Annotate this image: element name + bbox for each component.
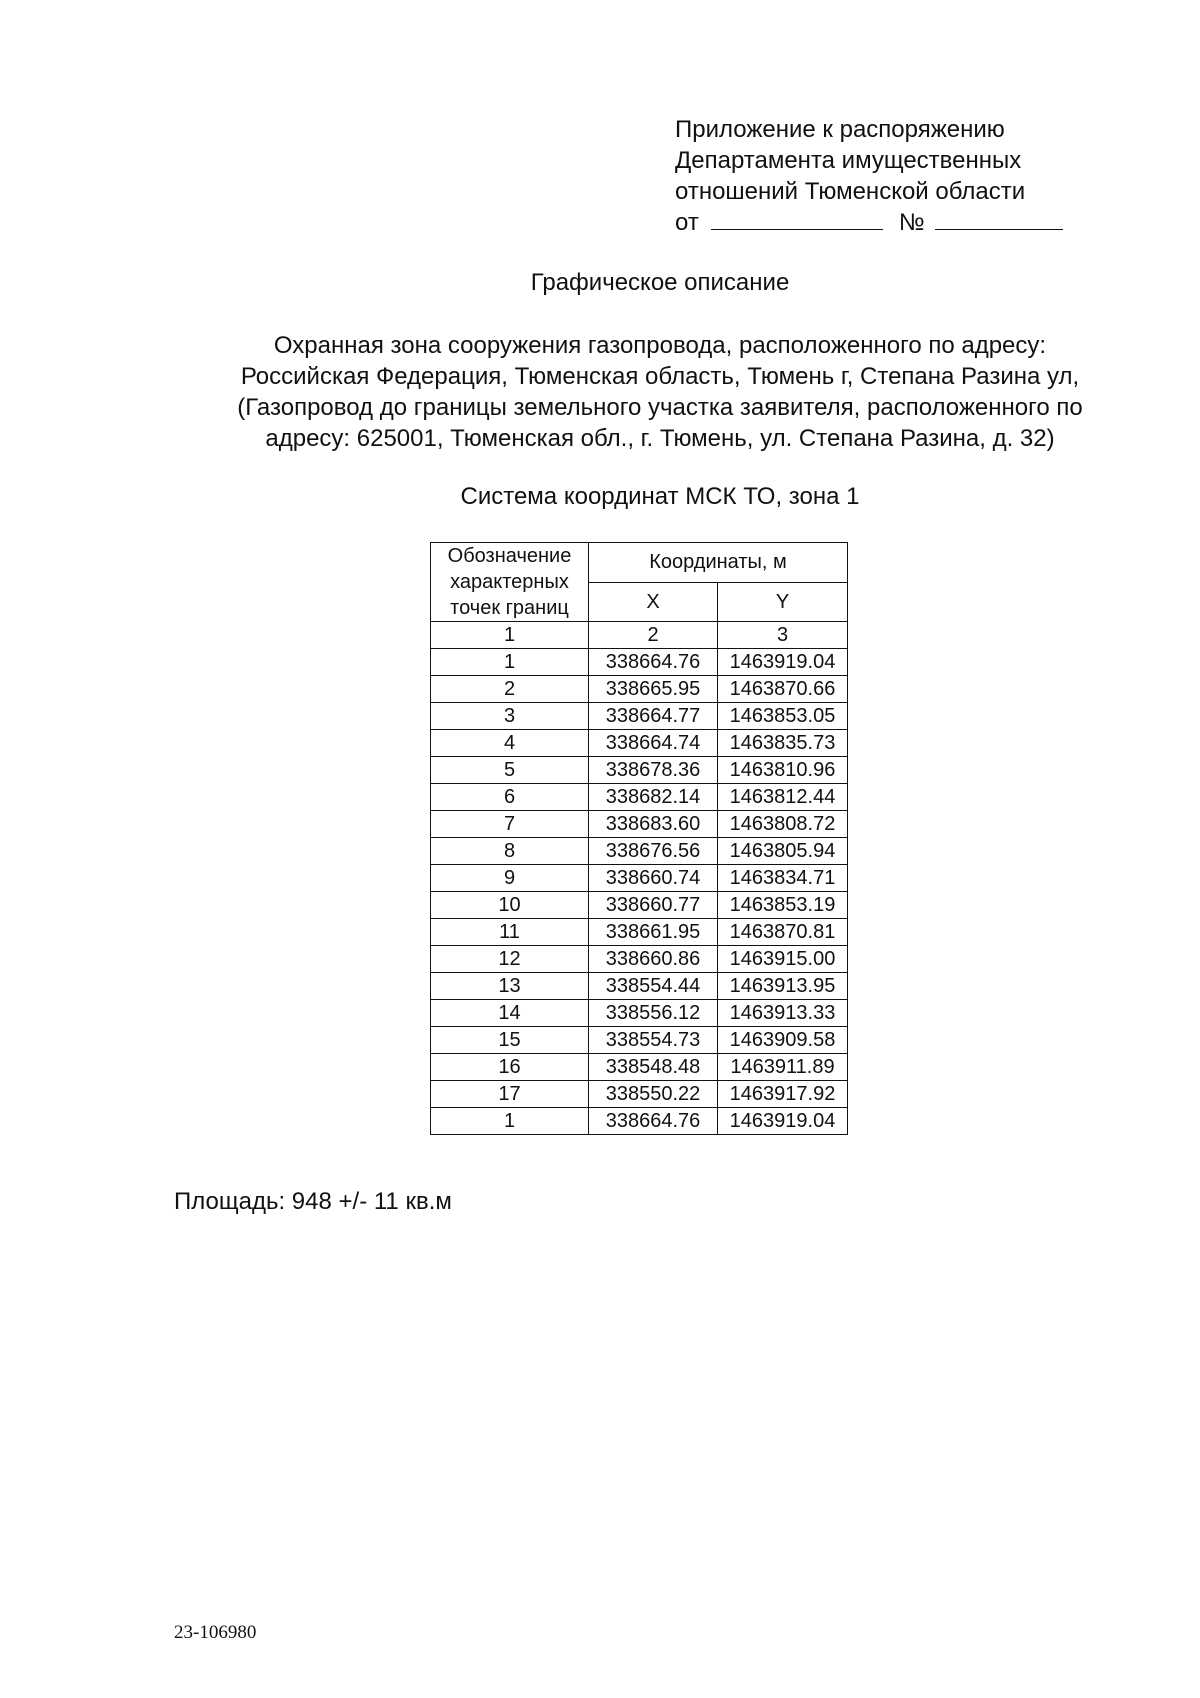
cell-x: 338664.76 — [589, 649, 718, 676]
cell-point: 16 — [431, 1054, 589, 1081]
cell-point: 15 — [431, 1027, 589, 1054]
cell-x: 338554.73 — [589, 1027, 718, 1054]
table-row — [431, 784, 848, 811]
table-body — [431, 649, 848, 1135]
header-y: Y — [718, 582, 848, 622]
cell-x: 338664.77 — [589, 703, 718, 730]
number-sign: № — [898, 209, 925, 236]
cell-x: 338665.95 — [589, 676, 718, 703]
cell-point: 6 — [431, 784, 589, 811]
cell-x: 338660.74 — [589, 865, 718, 892]
date-blank — [711, 209, 883, 230]
cell-y: 1463909.58 — [718, 1027, 848, 1054]
cell-y: 1463911.89 — [718, 1054, 848, 1081]
appendix-line-3: отношений Тюменской области — [675, 178, 1026, 205]
date-prefix: от — [675, 209, 699, 236]
column-number-1: 1 — [431, 622, 589, 649]
column-number-2: 2 — [589, 622, 718, 649]
cell-y: 1463834.71 — [718, 865, 848, 892]
table-row — [431, 919, 848, 946]
cell-x: 338664.74 — [589, 730, 718, 757]
cell-point: 13 — [431, 973, 589, 1000]
cell-y: 1463835.73 — [718, 730, 848, 757]
cell-y: 1463853.05 — [718, 703, 848, 730]
cell-point: 17 — [431, 1081, 589, 1108]
cell-x: 338556.12 — [589, 1000, 718, 1027]
cell-x: 338554.44 — [589, 973, 718, 1000]
table-row — [431, 1054, 848, 1081]
coordinate-system: Система координат МСК ТО, зона 1 — [460, 483, 860, 510]
object-description — [160, 330, 1160, 454]
appendix-block — [675, 114, 1095, 238]
cell-point: 3 — [431, 703, 589, 730]
cell-y: 1463805.94 — [718, 838, 848, 865]
cell-x: 338548.48 — [589, 1054, 718, 1081]
table-row — [431, 1000, 848, 1027]
table-row — [431, 973, 848, 1000]
object-line-1: Охранная зона сооружения газопровода, расположенного по адресу: — [273, 332, 1047, 359]
cell-point: 8 — [431, 838, 589, 865]
cell-point: 7 — [431, 811, 589, 838]
cell-x: 338683.60 — [589, 811, 718, 838]
object-line-3: (Газопровод до границы земельного участка заявителя, расположенного по — [237, 394, 1083, 421]
column-number-3: 3 — [718, 622, 848, 649]
cell-y: 1463853.19 — [718, 892, 848, 919]
object-line-4: адресу: 625001, Тюменская обл., г. Тюмень, ул. Степана Разина, д. 32) — [265, 425, 1055, 452]
table-row — [431, 649, 848, 676]
cell-y: 1463913.33 — [718, 1000, 848, 1027]
cell-x: 338676.56 — [589, 838, 718, 865]
cell-point: 1 — [431, 649, 589, 676]
table-row — [431, 1108, 848, 1135]
cell-x: 338661.95 — [589, 919, 718, 946]
header-coordinates: Координаты, м — [589, 543, 848, 583]
header-point-line-3: точек границ — [450, 597, 569, 619]
object-line-2: Российская Федерация, Тюменская область, Тюмень г, Степана Разина ул, — [240, 363, 1080, 390]
cell-y: 1463810.96 — [718, 757, 848, 784]
cell-y: 1463812.44 — [718, 784, 848, 811]
number-blank — [935, 209, 1063, 230]
area-text: Площадь: 948 +/- 11 кв.м — [174, 1188, 452, 1215]
document-title: Графическое описание — [530, 269, 790, 296]
appendix-date-line — [675, 207, 1095, 238]
cell-point: 10 — [431, 892, 589, 919]
header-point-designation — [431, 543, 589, 622]
table-row — [431, 811, 848, 838]
cell-x: 338664.76 — [589, 1108, 718, 1135]
cell-y: 1463870.66 — [718, 676, 848, 703]
cell-point: 5 — [431, 757, 589, 784]
table-row — [431, 1027, 848, 1054]
coordinates-table — [430, 542, 848, 1135]
cell-y: 1463913.95 — [718, 973, 848, 1000]
table-row — [431, 892, 848, 919]
appendix-line-2: Департамента имущественных — [675, 147, 1022, 174]
cell-x: 338678.36 — [589, 757, 718, 784]
cell-x: 338682.14 — [589, 784, 718, 811]
cell-x: 338660.86 — [589, 946, 718, 973]
header-point-line-1: Обозначение — [447, 545, 572, 567]
cell-y: 1463919.04 — [718, 1108, 848, 1135]
header-point-line-2: характерных — [450, 571, 569, 593]
cell-point: 12 — [431, 946, 589, 973]
table-row — [431, 1081, 848, 1108]
document-number: 23-106980 — [174, 1622, 257, 1643]
table-row — [431, 676, 848, 703]
cell-point: 9 — [431, 865, 589, 892]
cell-point: 14 — [431, 1000, 589, 1027]
table-row — [431, 730, 848, 757]
cell-y: 1463919.04 — [718, 649, 848, 676]
cell-point: 11 — [431, 919, 589, 946]
appendix-line-1: Приложение к распоряжению — [675, 116, 1005, 143]
table-row — [431, 838, 848, 865]
header-x: X — [589, 582, 718, 622]
cell-point: 2 — [431, 676, 589, 703]
cell-y: 1463870.81 — [718, 919, 848, 946]
cell-point: 1 — [431, 1108, 589, 1135]
cell-x: 338550.22 — [589, 1081, 718, 1108]
cell-y: 1463917.92 — [718, 1081, 848, 1108]
cell-y: 1463915.00 — [718, 946, 848, 973]
cell-point: 4 — [431, 730, 589, 757]
cell-x: 338660.77 — [589, 892, 718, 919]
table-row — [431, 757, 848, 784]
table-row — [431, 703, 848, 730]
table-row — [431, 946, 848, 973]
table-row — [431, 865, 848, 892]
cell-y: 1463808.72 — [718, 811, 848, 838]
